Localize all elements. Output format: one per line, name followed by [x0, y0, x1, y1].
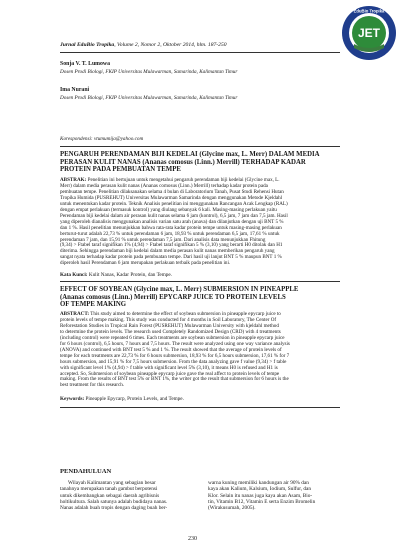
abstrak-block: [60, 178, 342, 267]
intro-line: (Wirakusumah, 2005).: [208, 505, 256, 512]
abstract-line: with significant level 1% (4,94) > f table with significant level 5% (3,10), it means H0 is refused and H1 is: [60, 364, 278, 371]
kata-kunci-text: Kulit Nanas, Kadar Protein, dan Tempe.: [88, 272, 172, 278]
abstrak-line: berturut-turut adalah 22,73 % untuk perendaman 6 jam, 18,93 % untuk perendaman 6,5 jam, 17,61 % untuk: [60, 230, 280, 237]
abstrak-line: diperoleh hasil Perendaman 6 jam merupakan perlakuan terbaik pada penelitian ini.: [60, 260, 231, 267]
abstrak-line: diterima. Sehingga perendaman biji kedelai dalam media perasan kulit nanas memberikan pengaruh yang: [60, 248, 275, 255]
intro-line: tanahnya merupakan tanah gambut berpotensi: [60, 486, 158, 493]
abstrak-line: dengan empat perlakuan (termasuk kontrol) yang diulang sebanyak 6 kali. Masing-masing perlakuan yaitu: [60, 206, 277, 213]
title-english: [60, 286, 340, 309]
intro-line: Wilayah Kalimantan yang sebagian besar: [68, 480, 156, 486]
kata-kunci: [60, 272, 172, 278]
correspondence-email: Korespondensi: vtumumija@yahoo.com: [60, 136, 144, 142]
abstract-line: (ANOVA) and continued with BNT test 5 % and 1 %. The result showed that the average of protein levels of: [60, 346, 282, 353]
abstrak-line: yang diperoleh dianalisis menggunakan analisis varian satu arah (anava) dan dilanjutkan dengan uji BNT 5 %: [60, 218, 284, 225]
abstract-line: Reforestation Studies in Tropical Rain Forest (PUSREHUT) Mulawarman University with kjeldahl method: [60, 322, 279, 329]
abstrak-line: (9,34) > Ftabel taraf signifikan 1% (4,94) > Ftabel taraf signifikan 5 % (3,10) yang berarti H0 ditolak dan H1: [60, 242, 283, 249]
page-number: 230: [188, 536, 197, 542]
keywords-rule: [60, 407, 340, 408]
header-rule: [60, 52, 340, 53]
svg-text:EduBio Tropika: EduBio Tropika: [353, 8, 385, 14]
intro-line: Nanas adalah buah tropis dengan daging buah ber-: [60, 505, 168, 512]
keywords-label: Keywords:: [60, 396, 85, 402]
intro-line: Klor. Selain itu nanas juga kaya akan Asam, Bio-: [208, 492, 313, 499]
title-en-line-3: OF TEMPE MAKING: [60, 301, 127, 309]
intro-line: holtikultura. Salah satunya adalah budidaya nanas.: [60, 498, 168, 505]
abstrak-line: sangat nyata terhadap kadar protein pada pembuatan tempe. Dari hasil uji lanjut BNT 5 % maupun BNT 1 %: [60, 254, 282, 261]
title-id-line-1: PENGARUH PERENDAMAN BIJI KEDELAI (Glycine max, L. Merr) DALAM MEDIA: [60, 151, 320, 158]
kata-kunci-label: Kata Kunci:: [60, 272, 88, 278]
intro-column-left: [60, 480, 194, 511]
intro-line: kaya akan Kalium, Kalsium, Iodium, Sulfur, dan: [208, 486, 312, 493]
title-id-line-2: PERASAN KULIT NANAS (Ananas comosus (Linn.) Merrill) TERHADAP KADAR: [60, 158, 306, 166]
section-rule: [60, 281, 340, 282]
author-name-1: Sonja V. T. Lumowa: [60, 61, 110, 67]
abstract-block: [60, 312, 342, 389]
abstract-line: This study aimed to determine the effect of soybean submersion in pineapple epycarp juice to: [90, 311, 281, 317]
keywords: [60, 396, 184, 402]
abstrak-line: Tropika Humida (PUSREHUT) Universitas Mulawarman Samarinda dengan menggunakan Metode Kjeldahl: [60, 194, 283, 201]
title-rule: [60, 146, 340, 147]
title-en-line-2: (Ananas comosus (Linn.) Merrill) EPYCARP JUICE TO PROTEIN LEVELS: [60, 293, 286, 301]
title-id-line-3: PROTEIN PADA PEMBUATAN TEMPE: [60, 166, 181, 174]
abstract-line: for 6 hours (control), 6,5 hours, 7 hours and 7,5 hours. The result were analyzed using one way variance analysis: [60, 340, 290, 347]
intro-line: tin, Vitamin B12, Vitamin E serta Enzim Bromelin: [208, 498, 316, 505]
title-indonesian: [60, 151, 340, 174]
abstract-line: best treatment for this research.: [60, 382, 125, 389]
abstrak-line: Merr) dalam media perasan kulit nanas (Ananas comosus (Linn.) Merrill) terhadap kadar protein pada: [60, 182, 268, 189]
abstract-line: to determine the protein levels. The research used Completely Randomized Design (CRD) with 4 treatments: [60, 328, 281, 335]
section-heading: PENDAHULUAN: [60, 468, 112, 475]
journal-name: Jurnal EduBio Tropika: [60, 42, 115, 48]
abstrak-line: dan 1 %. Hasil penelitian menunjukkan bahwa rata-rata kadar protein tempe untuk masing-masing perlakuan: [60, 224, 282, 231]
abstract-line: hours submersion, and 15,91 % for 7,5 hours submersion. From the data analyzing gave f value (9,34) > f table: [60, 358, 287, 365]
abstract-line: accepted. So, Submersion of soybean pineapple epycarp juice gave the real affect to protein levels of tempe: [60, 370, 280, 377]
abstrak-line: pembuatan tempe. Penelitian dilaksanakan selama 4 bulan di Laboratorium Tanah, Pusat Studi Rehensi Hutan: [60, 188, 284, 195]
intro-line: untuk dikembangkan sebagai daerah agribisnis: [60, 492, 160, 499]
abstrak-label: ABSTRAK:: [60, 177, 87, 183]
abstrak-line: Penelitian ini bertujuan untuk mengetahui pengaruh perendaman biji kedelai (Glycine max, L.: [87, 177, 280, 183]
intro-line: warna kuning memiliki kandungan air 90% dan: [208, 480, 309, 486]
abstract-line: (including control) were repeated 6 times. Each treatments are soybean submersion in pineapple epycarp juice: [60, 334, 285, 341]
author-name-2: Ima Nurani: [60, 87, 90, 93]
title-en-line-1: EFFECT OF SOYBEAN (Glycine max, L. Merr) SUBMERSION IN PINEAPPLE: [60, 286, 299, 293]
author-affiliation-1: Dosen Prodi Biologi, FKIP Universitas Mulawarman, Samarinda, Kalimantan Timur: [60, 69, 238, 75]
journal-logo: [340, 4, 398, 62]
abstrak-line: perendaman 7 jam, dan 15,91 % untuk perendaman 7,5 jam. Dari analisis data menunjukkan Fhitung: [60, 236, 266, 243]
journal-volume-info: , Volume 2, Nomor 2, Oktober 2014, hlm. 187-250: [114, 42, 227, 48]
keywords-text: Pineapple Epycarp, Protein Levels, and Tempe.: [85, 396, 184, 402]
svg-text:JET: JET: [357, 26, 381, 40]
abstract-line: protein levels of tempe making. This study was conducted for 4 months in Soil Laboratory, The Center Of: [60, 316, 277, 323]
intro-column-right: [208, 480, 342, 511]
journal-header: [60, 42, 340, 48]
abstrak-line: untuk menentukan kadar protein. Teknik Analisis penelitian ini menggunakan Rancangan Acak Lengkap (RAL): [60, 200, 288, 207]
abstract-label: ABSTRACT:: [60, 311, 90, 317]
abstract-line: tempe for each treatments are 22,73 % for 6 hours submersion, 18,93 % for 6,5 hours submersion, 17,61 % for 7: [60, 352, 290, 359]
author-affiliation-2: Dosen Prodi Biologi, FKIP Universitas Mulawarman, Samarinda, Kalimantan Timur: [60, 95, 238, 101]
abstract-line: making. From the results of BNT test 5% or BNT 1%, the writer got the result that submersion for 6 hours is the: [60, 376, 289, 383]
abstrak-line: Perendaman biji kedelai dalam air perasan kulit nanas selama 6 jam (kontrol), 6,5 jam, 7 jam dan 7,5 jam. Hasil: [60, 212, 288, 219]
